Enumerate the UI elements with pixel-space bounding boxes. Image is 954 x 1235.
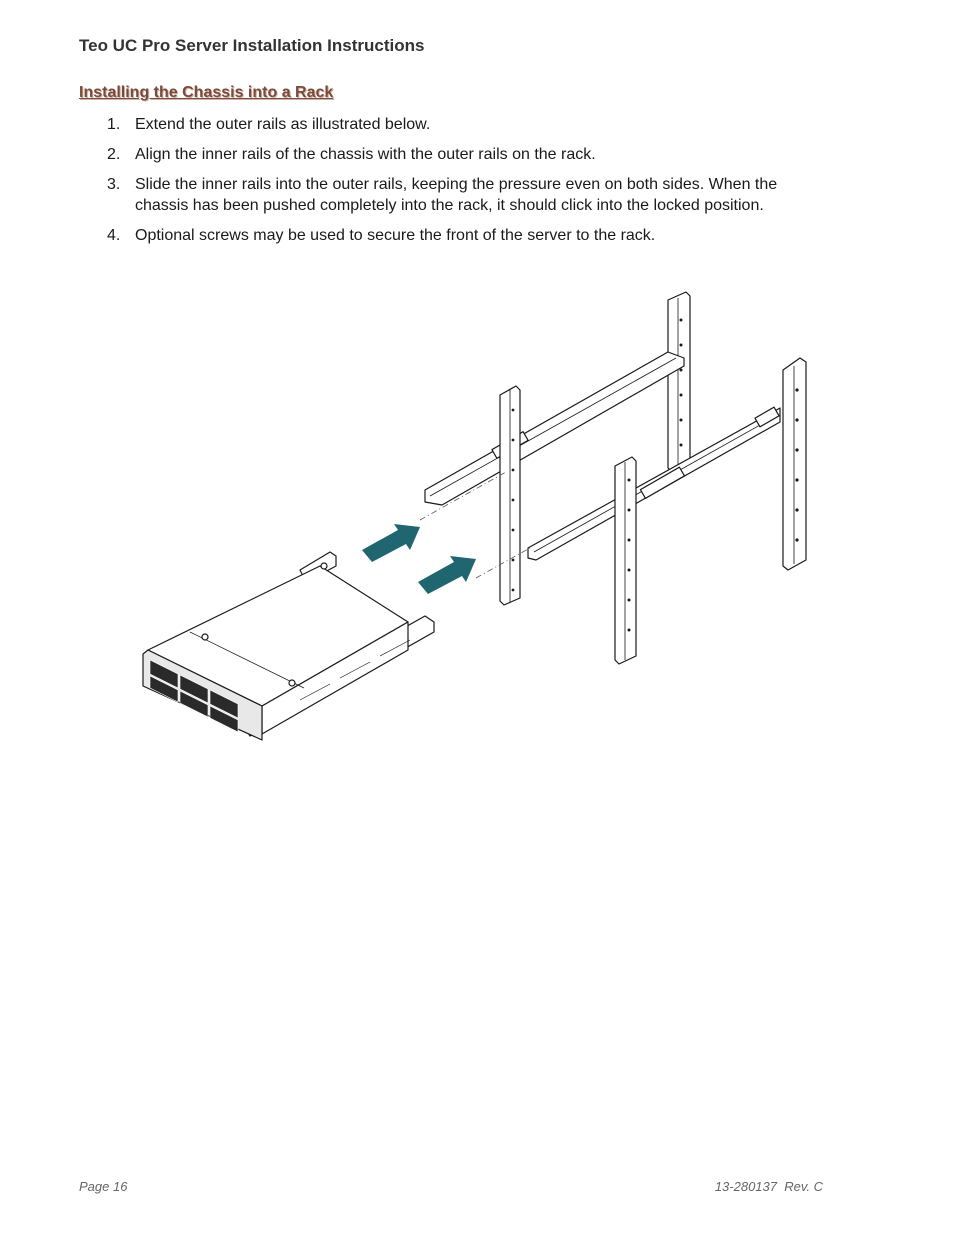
step-number: 4. xyxy=(107,227,121,244)
server-chassis xyxy=(143,552,434,740)
insertion-arrow-upper xyxy=(362,524,420,562)
rack-installation-illustration xyxy=(130,285,830,745)
rack-post-front-right xyxy=(615,457,636,664)
rack-post-back-right xyxy=(783,358,806,570)
rack-post-back-left xyxy=(668,292,690,472)
step-3 xyxy=(107,174,827,216)
step-2 xyxy=(107,144,827,165)
step-text: Extend the outer rails as illustrated below. xyxy=(135,116,431,133)
outer-rail-left xyxy=(425,352,684,505)
step-text: Slide the inner rails into the outer rails, keeping the pressure even on both sides. When the chassis has been pushed completely into the rack, it should click into the locked position. xyxy=(135,176,778,214)
step-text: Align the inner rails of the chassis with the outer rails on the rack. xyxy=(135,146,596,163)
step-number: 3. xyxy=(107,176,121,193)
document-title: Teo UC Pro Server Installation Instructions xyxy=(79,36,425,55)
step-4 xyxy=(107,225,827,246)
step-text: Optional screws may be used to secure the front of the server to the rack. xyxy=(135,227,656,244)
section-heading: Installing the Chassis into a Rack xyxy=(79,84,334,101)
document-revision: 13-280137 Rev. C xyxy=(714,1179,823,1194)
insertion-arrow-lower xyxy=(418,556,476,594)
page-number: Page 16 xyxy=(79,1179,128,1194)
instruction-steps xyxy=(107,114,827,255)
rack-post-front-left xyxy=(500,386,520,605)
step-number: 1. xyxy=(107,116,121,133)
step-1 xyxy=(107,114,827,135)
step-number: 2. xyxy=(107,146,121,163)
